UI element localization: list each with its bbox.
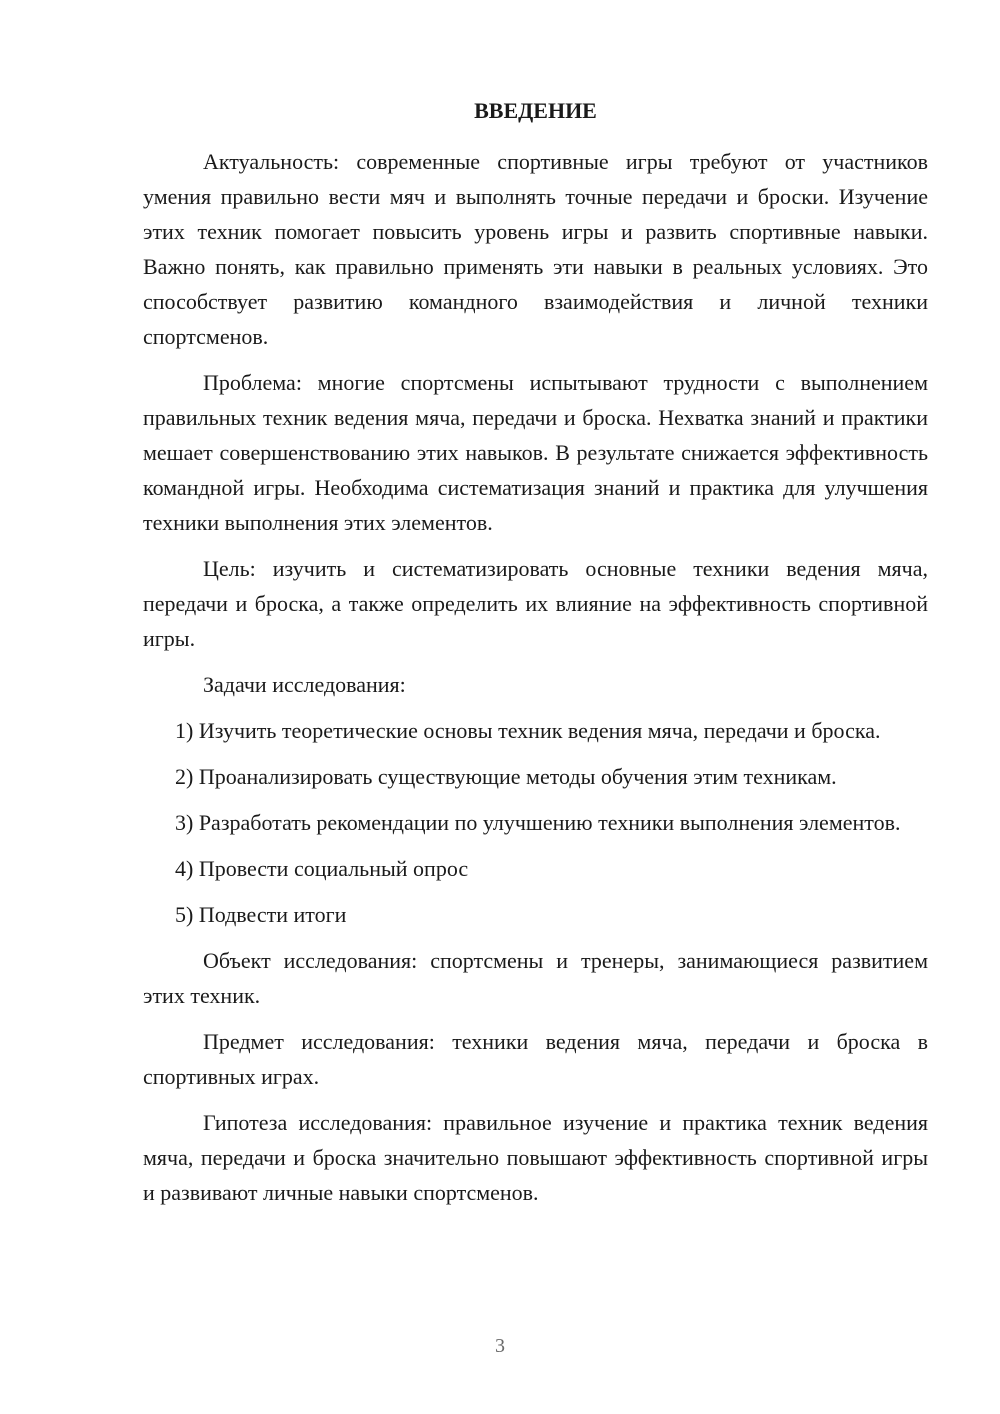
subject-paragraph: Предмет исследования: техники ведения мяча, передачи и броска в спортивных играх.: [143, 1029, 928, 1089]
page-title: ВВЕДЕНИЕ: [474, 98, 597, 123]
goal-paragraph: Цель: изучить и систематизировать основные техники ведения мяча, передачи и броска, а также определить их влияние на эффективность спортивной игры.: [143, 556, 928, 651]
task-item-4: 4) Провести социальный опрос: [175, 856, 469, 881]
problem-paragraph: Проблема: многие спортсмены испытывают трудности с выполнением правильных техник ведения мяча, передачи и броска. Нехватка знаний и практики мешает совершенствованию этих навыков. В результате снижается эффективность командной игры. Необходима систематизация знаний и практика для улучшения техники выполнения этих элементов.: [143, 370, 928, 535]
task-item-1: 1) Изучить теоретические основы техник ведения мяча, передачи и броска.: [175, 718, 881, 743]
task-item-2: 2) Проанализировать существующие методы обучения этим техникам.: [175, 764, 837, 789]
hypothesis-paragraph: Гипотеза исследования: правильное изучение и практика техник ведения мяча, передачи и броска значительно повышают эффективность спортивной игры и развивают личные навыки спортсменов.: [143, 1110, 928, 1205]
page-number: 3: [495, 1335, 505, 1357]
object-paragraph: Объект исследования: спортсмены и тренеры, занимающиеся развитием этих техник.: [143, 948, 928, 1008]
tasks-heading: Задачи исследования:: [203, 672, 406, 697]
task-item-5: 5) Подвести итоги: [175, 902, 347, 927]
task-item-3: 3) Разработать рекомендации по улучшению техники выполнения элементов.: [175, 810, 901, 835]
page-content: [143, 96, 928, 1221]
relevance-paragraph: Актуальность: современные спортивные игры требуют от участников умения правильно вести мяч и выполнять точные передачи и броски. Изучение этих техник помогает повысить уровень игры и развить спортивные навыки. Важно понять, как правильно применять эти навыки в реальных условиях. Это способствует развитию командного взаимодействия и личной техники спортсменов.: [143, 149, 928, 349]
